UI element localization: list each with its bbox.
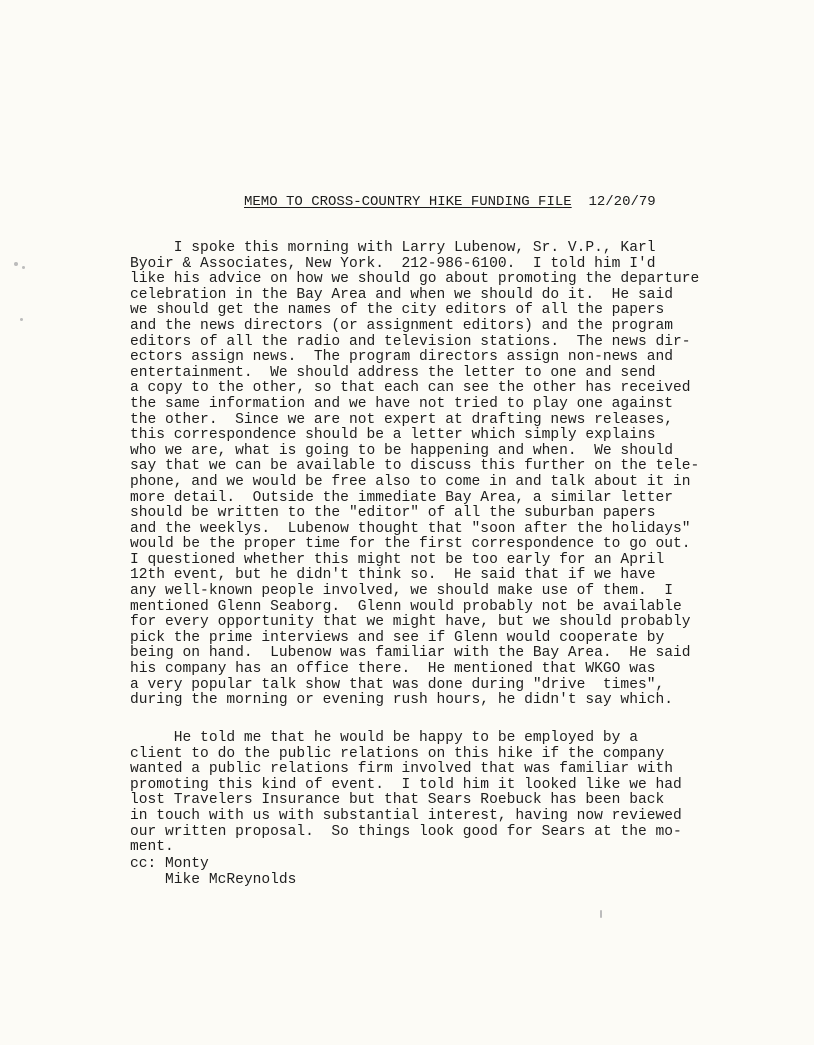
text-line: being on hand. Lubenow was familiar with the Bay Area. He said: [130, 645, 691, 662]
memo-header: [244, 194, 656, 210]
paragraph-2: [130, 731, 682, 856]
paragraph-1: [130, 241, 699, 709]
text-line: any well-known people involved, we should make use of them. I: [130, 583, 673, 600]
text-line: in touch with us with substantial interest, having now reviewed: [130, 807, 682, 824]
text-line: ment.: [130, 839, 174, 856]
text-line: say that we can be available to discuss this further on the tele-: [130, 458, 700, 475]
text-line: more detail. Outside the immediate Bay Area, a similar letter: [130, 489, 673, 506]
text-line: would be the proper time for the first correspondence to go out.: [130, 536, 691, 553]
text-line: editors of all the radio and television stations. The news dir-: [130, 333, 691, 350]
text-line: we should get the names of the city editors of all the papers: [130, 302, 665, 319]
text-line: during the morning or evening rush hours, he didn't say which.: [130, 692, 673, 709]
text-line: promoting this kind of event. I told him it looked like we had: [130, 776, 682, 793]
text-line: ectors assign news. The program directors assign non-news and: [130, 349, 673, 366]
text-line: entertainment. We should address the letter to one and send: [130, 364, 656, 381]
memo-subject: MEMO TO CROSS-COUNTRY HIKE FUNDING FILE: [244, 194, 572, 210]
text-line: Byoir & Associates, New York. 212-986-6100. I told him I'd: [130, 255, 656, 272]
text-line: a very popular talk show that was done during "drive times",: [130, 676, 665, 693]
text-line: the same information and we have not tried to play one against: [130, 395, 673, 412]
text-line: He told me that he would be happy to be employed by a: [130, 730, 638, 746]
text-line: pick the prime interviews and see if Glenn would cooperate by: [130, 629, 665, 646]
text-line: who we are, what is going to be happening and when. We should: [130, 442, 673, 459]
text-line: mentioned Glenn Seaborg. Glenn would probably not be available: [130, 598, 682, 615]
scan-speck: [20, 318, 23, 321]
scan-speck: [14, 262, 18, 266]
scan-speck: [600, 910, 602, 918]
memo-date: 12/20/79: [588, 194, 656, 210]
text-line: this correspondence should be a letter which simply explains: [130, 427, 656, 444]
text-line: cc: Monty: [130, 856, 209, 872]
text-line: Mike McReynolds: [130, 871, 297, 888]
cc-list: [130, 857, 296, 888]
text-line: 12th event, but he didn't think so. He said that if we have: [130, 567, 656, 584]
text-line: lost Travelers Insurance but that Sears Roebuck has been back: [130, 792, 665, 809]
text-line: celebration in the Bay Area and when we should do it. He said: [130, 286, 673, 303]
text-line: wanted a public relations firm involved that was familiar with: [130, 761, 673, 778]
scan-speck: [22, 266, 25, 269]
text-line: and the weeklys. Lubenow thought that "soon after the holidays": [130, 520, 691, 537]
text-line: for every opportunity that we might have, but we should probably: [130, 614, 691, 631]
text-line: a copy to the other, so that each can see the other has received: [130, 380, 691, 397]
text-line: like his advice on how we should go about promoting the departure: [130, 271, 700, 288]
text-line: should be written to the "editor" of all the suburban papers: [130, 505, 656, 522]
memo-header-gap: [572, 194, 589, 210]
text-line: client to do the public relations on this hike if the company: [130, 745, 665, 762]
text-line: and the news directors (or assignment editors) and the program: [130, 317, 673, 334]
text-line: I spoke this morning with Larry Lubenow, Sr. V.P., Karl: [130, 240, 656, 256]
text-line: phone, and we would be free also to come in and talk about it in: [130, 473, 691, 490]
text-line: I questioned whether this might not be too early for an April: [130, 551, 665, 568]
text-line: the other. Since we are not expert at drafting news releases,: [130, 411, 673, 428]
text-line: our written proposal. So things look good for Sears at the mo-: [130, 823, 682, 840]
text-line: his company has an office there. He mentioned that WKGO was: [130, 661, 656, 678]
